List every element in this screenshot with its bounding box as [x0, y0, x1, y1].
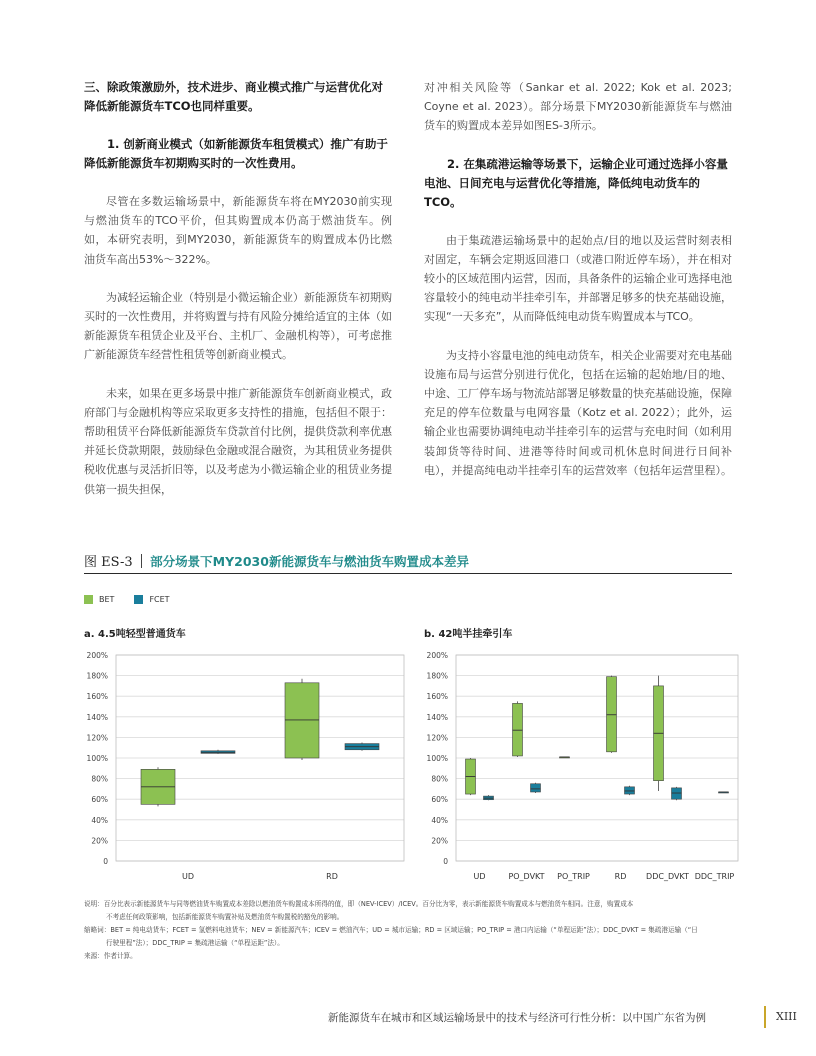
- paragraph-1: 尽管在多数运输场景中，新能源货车将在MY2030前实现与燃油货车的TCO平价，但其购置成本仍高于燃油货车。例如，本研究表明，到MY2030，新能源货车的购置成本仍比燃油货车高出53%～322%。: [84, 195, 392, 266]
- sub-heading-2: 2. 在集疏港运输等场景下，运输企业可通过选择小容量电池、日间充电与运营优化等措施，降低纯电动货车的TCO。: [424, 156, 728, 209]
- note-abbr-2: 行驶里程”法）；DDC_TRIP = 集疏港运输（“单程运距”法）。: [106, 939, 284, 947]
- legend-item-fcet: [134, 595, 169, 604]
- footer-divider: [764, 1006, 766, 1028]
- section-heading: 三、除政策激励外，技术进步、商业模式推广与运营优化对降低新能源货车TCO也同样重要。: [84, 80, 383, 113]
- chart-b-tick-label: 180%: [426, 671, 448, 681]
- chart-b-box-fcet: [531, 784, 541, 792]
- chart-legend: [84, 595, 170, 604]
- figure-title: 部分场景下MY2030新能源货车与燃油货车购置成本差异: [150, 553, 469, 569]
- chart-b-box-bet: [607, 677, 617, 752]
- chart-b-tick-label: 200%: [426, 651, 448, 660]
- chart-b-category-label: UD: [473, 872, 486, 881]
- chart-b-box-fcet: [625, 787, 635, 794]
- right-text-column: [424, 78, 732, 480]
- chart-a-tick-label: 20%: [91, 836, 108, 846]
- note-source: 来源：作者计算。: [84, 952, 137, 960]
- chart-b-category-label: PO_DVKT: [508, 872, 545, 881]
- chart-b-category-label: DDC_TRIP: [694, 872, 735, 881]
- sub-heading-1: 1. 创新商业模式（如新能源货车租赁模式）推广有助于降低新能源货车初期购买时的一次性费用。: [84, 137, 388, 170]
- chart-a-tick-label: 80%: [91, 774, 108, 784]
- chart-a-category-label: RD: [326, 872, 338, 881]
- chart-b-category-label: RD: [614, 872, 627, 881]
- note-explain-2: 不考虑任何政策影响，包括新能源货车购置补贴及燃油货车购置税的豁免的影响。: [106, 913, 344, 921]
- legend-swatch-bet: [84, 595, 93, 604]
- footer-title: 新能源货车在城市和区域运输场景中的技术与经济可行性分析：以中国广东省为例: [328, 1012, 706, 1024]
- chart-a-tick-label: 200%: [86, 651, 108, 660]
- chart-b-tick-label: 100%: [426, 754, 448, 763]
- chart-b-box-fcet: [672, 788, 682, 799]
- chart-b-tick-label: 40%: [431, 815, 448, 825]
- chart-a-tick-label: 120%: [86, 733, 108, 743]
- note-explain-1: 说明：百分比表示新能源货车与同等燃油货车购置成本差除以燃油货车购置成本所得的值，即（NEV-ICEV）/ICEV。百分比为零，表示新能源货车购置成本与燃油货车相同。注意，购置成本: [84, 900, 634, 908]
- chart-a-title: a. 4.5吨轻型普通货车: [84, 629, 186, 640]
- legend-item-bet: [84, 595, 114, 604]
- paragraph-2: 为减轻运输企业（特别是小微运输企业）新能源货车初期购买时的一次性费用，并将购置与持有风险分摊给适宜的主体（如新能源货车租赁企业及平台、主机厂、金融机构等），可考虑推广新能源货车经营性租赁等创新商业模式。: [84, 290, 392, 362]
- note-abbr-1: 缩略词：BET = 纯电动货车；FCET = 氢燃料电池货车；NEV = 新能源汽车；ICEV = 燃油汽车；UD = 城市运输；RD = 区域运输；PO_TRIP = 港口内运输（“单程运距”法）；DDC_DVKT = 集疏港运输（“日: [84, 926, 698, 934]
- chart-b-tick-label: 120%: [426, 733, 448, 743]
- chart-b-tick-label: 20%: [431, 836, 448, 846]
- chart-a-tick-label: 140%: [86, 712, 108, 722]
- page-number: XIII: [776, 1010, 797, 1023]
- chart-b-svg: [424, 645, 744, 890]
- legend-label-bet: BET: [99, 595, 115, 604]
- legend-swatch-fcet: [134, 595, 143, 604]
- paragraph-3: 未来，如果在更多场景中推广新能源货车创新商业模式，政府部门与金融机构等应采取更多支持性的措施，包括但不限于：帮助租赁平台降低新能源货车贷款首付比例，提供贷款利率优惠并延长贷款期限，鼓励绿色金融或混合融资，为其租赁业务提供税收优惠与灵活折旧等，以及考虑为小微运输企业的租赁业务提供第一损失担保，: [84, 386, 392, 496]
- figure-separator: [141, 554, 143, 568]
- chart-b-tick-label: 80%: [431, 774, 448, 784]
- chart-a-tick-label: 40%: [91, 815, 108, 825]
- legend-label-fcet: FCET: [149, 595, 170, 604]
- chart-b-category-label: DDC_DVKT: [646, 872, 689, 881]
- chart-b-category-label: PO_TRIP: [557, 872, 590, 881]
- chart-b-title: b. 42吨半挂牵引车: [424, 629, 513, 640]
- paragraph-4: 由于集疏港运输场景中的起始点/目的地以及运营时刻表相对固定，车辆会定期返回港口（或港口附近停车场），并在相对较小的区域范围内运营，因而，具备条件的运输企业可选择电池容量较小的纯电动半挂牵引车，并部署足够多的快充基础设施，实现“一天多充”，从而降低纯电动货车购置成本与TCO。: [424, 233, 732, 324]
- chart-b-tick-label: 60%: [431, 795, 448, 805]
- chart-a-tick-label: 160%: [86, 692, 108, 702]
- figure-label: 图 ES-3: [84, 555, 133, 570]
- chart-a-tick-label: 0: [103, 857, 108, 866]
- chart-b-tick-label: 140%: [426, 712, 448, 722]
- figure-header: [84, 548, 732, 574]
- chart-a-category-label: UD: [181, 872, 195, 881]
- left-text-column: [84, 78, 392, 499]
- chart-b-tick-label: 0: [443, 857, 448, 866]
- chart-a-svg: [84, 645, 414, 890]
- paragraph-5: 为支持小容量电池的纯电动货车，相关企业需要对充电基础设施布局与运营分别进行优化，包括在运输的起始地/目的地、中途、工厂停车场与物流站部署足够数量的快充基础设施，保障充足的停车位数量与电网容量（Kotz et al. 2022）；此外，运输企业也需要协调纯电动半挂牵引车的运营与充电时间（如利用装卸货等待时间、进港等待时间或司机休息时间进行日间补电），并提高纯电动半挂牵引车的运营效率（包括年运营里程）。: [424, 348, 732, 477]
- chart-a-box-bet: [285, 683, 319, 758]
- figure-notes: [84, 898, 738, 963]
- paragraph-continued: 对冲相关风险等（Sankar et al. 2022; Kok et al. 2023; Coyne et al. 2023）。部分场景下MY2030新能源货车与燃油货车的购置成本差异如图ES-3所示。: [424, 81, 732, 133]
- chart-a-tick-label: 60%: [91, 795, 108, 805]
- chart-b-tick-label: 160%: [426, 692, 448, 702]
- chart-a-tick-label: 100%: [86, 754, 108, 763]
- chart-b-box-bet: [513, 703, 523, 756]
- chart-a-tick-label: 180%: [86, 671, 108, 681]
